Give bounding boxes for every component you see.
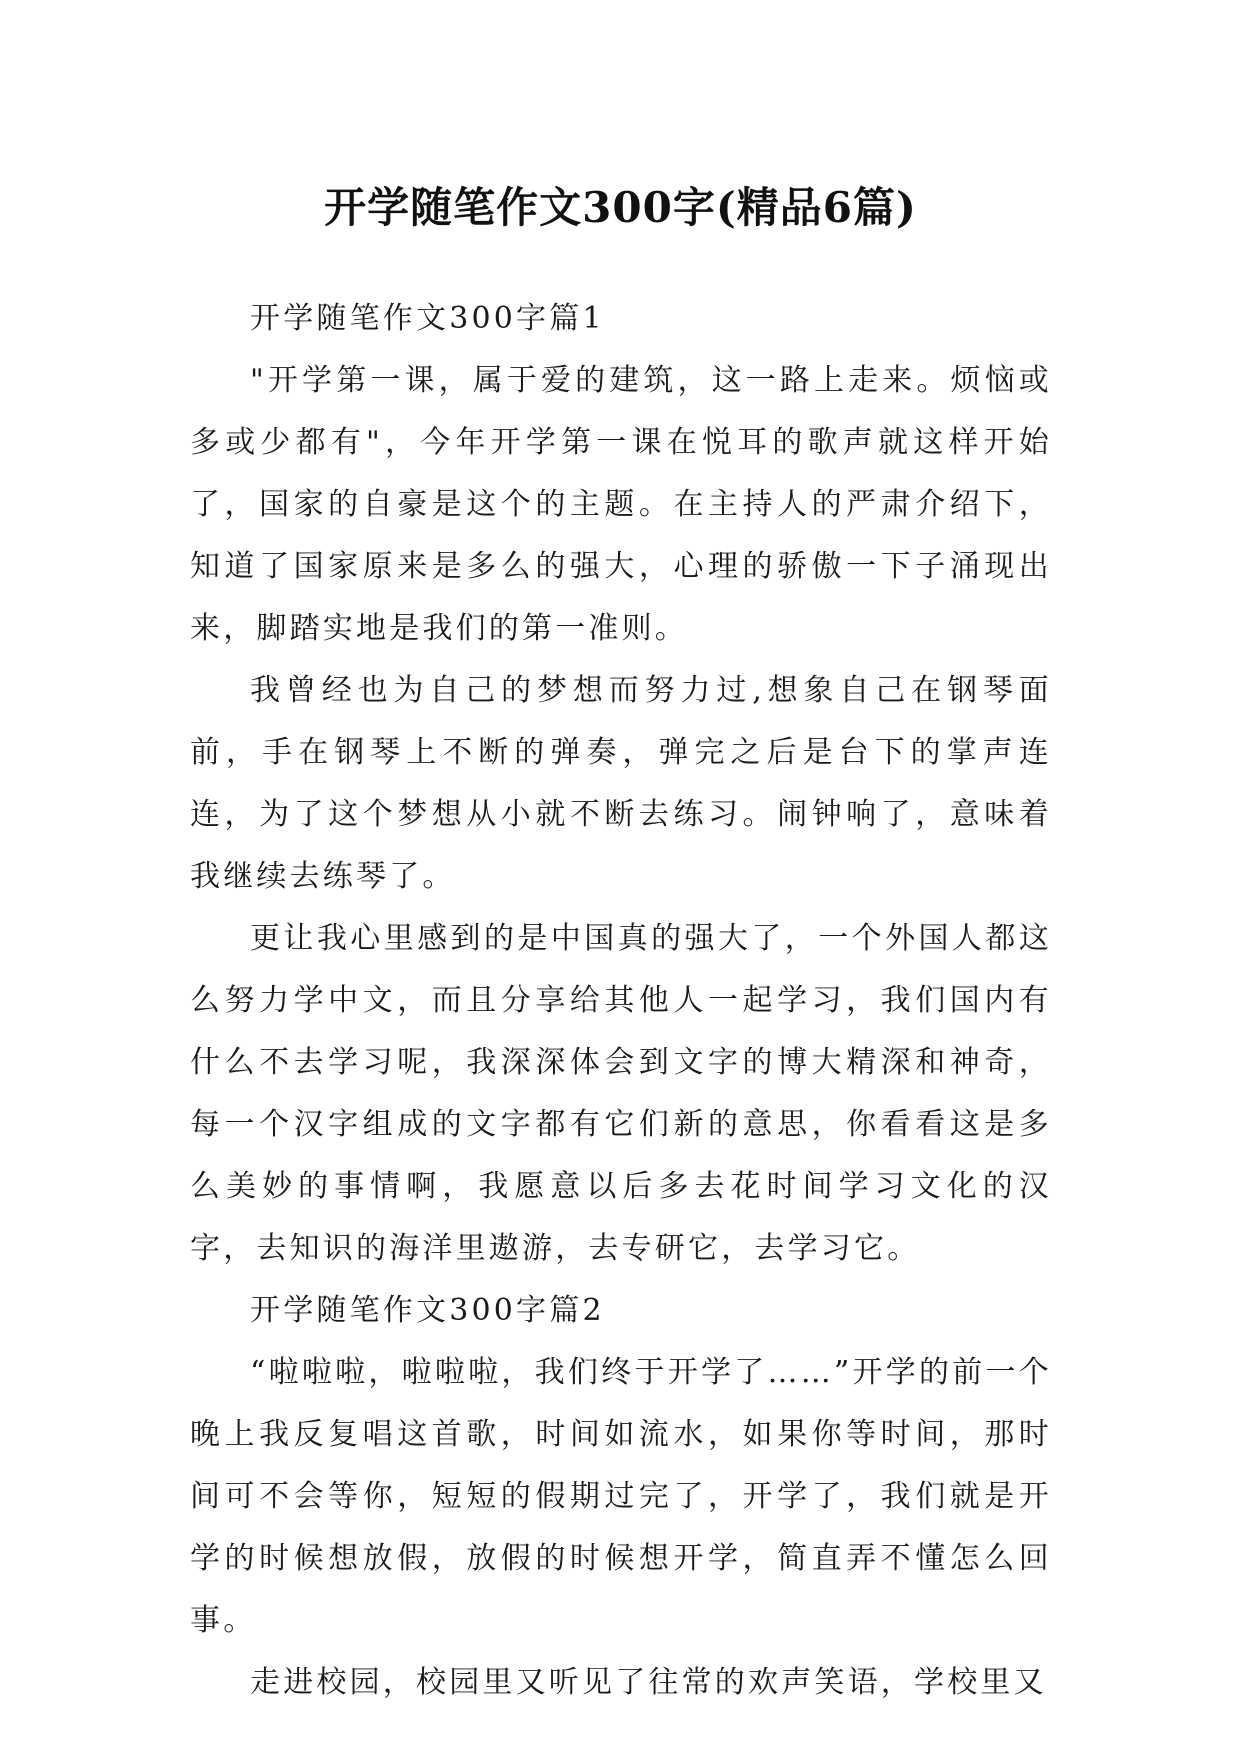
paragraph: "开学第一课，属于爱的建筑，这一路上走来。烦恼或多或少都有"，今年开学第一课在悦耳的歌声就这样开始了，国家的自豪是这个的主题。在主持人的严肃介绍下，知道了国家原来是多么的强大，心理的骄傲一下子涌现出来，脚踏实地是我们的第一准则。 [190, 363, 1052, 646]
section-heading-1: 开学随笔作文300字篇1 [250, 301, 605, 336]
document-body [190, 288, 1052, 1714]
document-title: 开学随笔作文300字(精品6篇) [324, 183, 917, 233]
paragraph: 我曾经也为自己的梦想而努力过,想象自己在钢琴面前，手在钢琴上不断的弹奏，弹完之后是台下的掌声连连，为了这个梦想从小就不断去练习。闹钟响了，意味着我继续去练琴了。 [190, 673, 1052, 894]
paragraph: 走进校园，校园里又听见了往常的欢声笑语，学校里又 [250, 1665, 1047, 1700]
paragraph: 更让我心里感到的是中国真的强大了，一个外国人都这么努力学中文，而且分享给其他人一起学习，我们国内有什么不去学习呢，我深深体会到文字的博大精深和神奇，每一个汉字组成的文字都有它们新的意思，你看看这是多么美妙的事情啊，我愿意以后多去花时间学习文化的汉字，去知识的海洋里遨游，去专研它，去学习它。 [190, 921, 1052, 1266]
paragraph: “啦啦啦，啦啦啦，我们终于开学了……”开学的前一个晚上我反复唱这首歌，时间如流水，如果你等时间，那时间可不会等你，短短的假期过完了，开学了，我们就是开学的时候想放假，放假的时候想开学，简直弄不懂怎么回事。 [190, 1355, 1052, 1638]
section-heading-2: 开学随笔作文300字篇2 [250, 1293, 605, 1328]
